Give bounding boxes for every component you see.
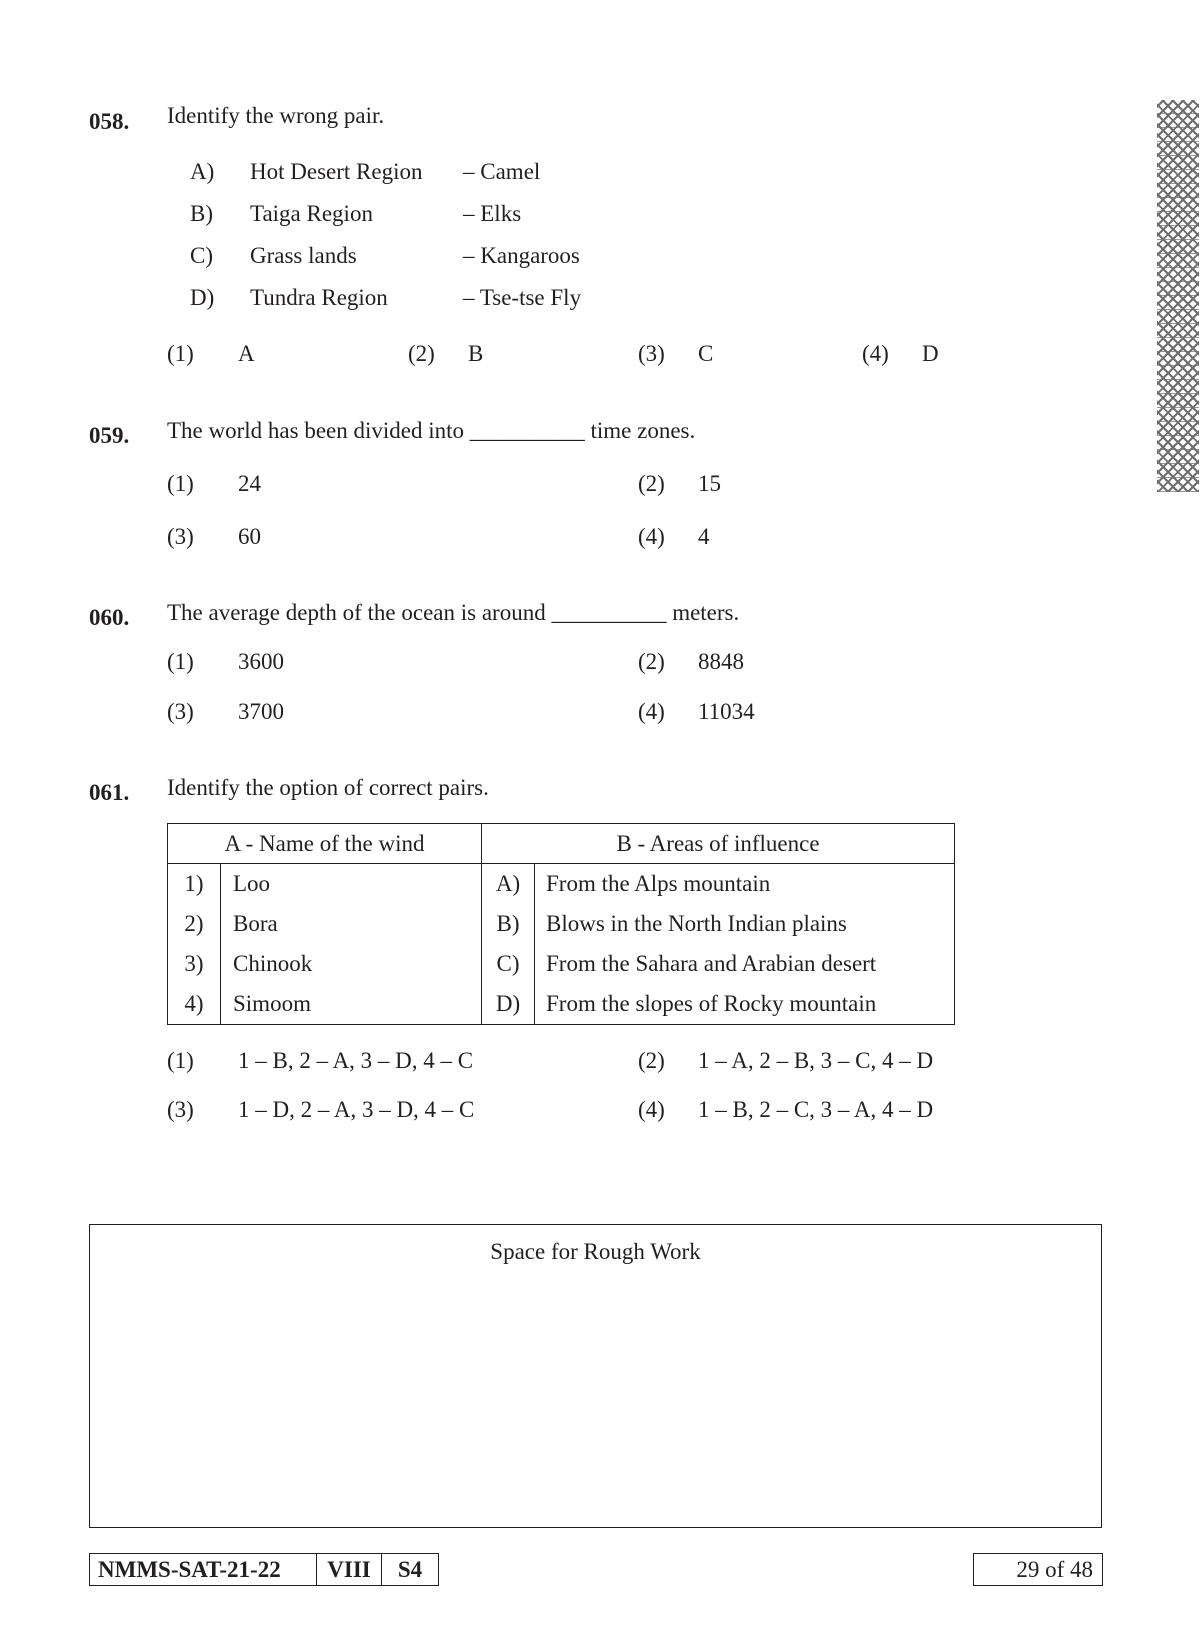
question-59-number: 059. — [89, 423, 130, 448]
area-letter: A) — [482, 864, 535, 905]
area-text: From the Alps mountain — [535, 864, 955, 905]
q58-pair-label: B) — [190, 201, 213, 226]
q61-option-text: 1 – B, 2 – C, 3 – A, 4 – D — [698, 1097, 934, 1122]
q61-option-text: 1 – D, 2 – A, 3 – D, 4 – C — [238, 1097, 475, 1122]
wind-name: Bora — [221, 904, 482, 944]
question-59-text: The world has been divided into __________ time zones. — [167, 418, 696, 443]
q59-option-number: (4) — [638, 524, 665, 549]
q58-pair-right: – Camel — [463, 159, 541, 184]
q58-pair-right: – Elks — [463, 201, 522, 226]
q59-option-text: 15 — [698, 471, 721, 496]
q60-option-number: (4) — [638, 699, 665, 724]
wind-name: Loo — [221, 864, 482, 905]
question-58-text: Identify the wrong pair. — [167, 103, 385, 128]
wind-number: 1) — [168, 864, 221, 905]
q60-option-number: (1) — [167, 649, 194, 674]
q58-pair-left: Grass lands — [250, 243, 357, 268]
wind-name: Chinook — [221, 944, 482, 984]
q59-option-number: (2) — [638, 471, 665, 496]
rough-work-title: Space for Rough Work — [490, 1239, 701, 1264]
wind-match-table — [167, 823, 955, 1025]
table-row — [168, 904, 955, 944]
q58-pair-right: – Tse-tse Fly — [463, 285, 582, 310]
area-text: Blows in the North Indian plains — [535, 904, 955, 944]
area-text: From the slopes of Rocky mountain — [535, 984, 955, 1025]
table-header-b: B - Areas of influence — [482, 824, 955, 864]
wind-number: 3) — [168, 944, 221, 984]
q58-pair-label: C) — [190, 243, 213, 268]
wind-number: 4) — [168, 984, 221, 1025]
q58-pair-left: Taiga Region — [250, 201, 373, 226]
q59-option-number: (1) — [167, 471, 194, 496]
q59-option-number: (3) — [167, 524, 194, 549]
table-row — [168, 944, 955, 984]
q59-option-text: 24 — [238, 471, 261, 496]
q58-option-number: (1) — [167, 341, 194, 366]
question-60-text: The average depth of the ocean is around __________ meters. — [167, 600, 740, 625]
q60-option-text: 8848 — [698, 649, 744, 674]
side-decorative-pattern — [1157, 100, 1199, 492]
area-letter: C) — [482, 944, 535, 984]
q61-option-number: (3) — [167, 1097, 194, 1122]
footer-paper-code — [89, 1553, 439, 1586]
q58-option-text: B — [468, 341, 484, 366]
footer-set: S4 — [381, 1554, 438, 1585]
footer-exam-code: NMMS-SAT-21-22 — [98, 1556, 281, 1582]
q59-option-text: 60 — [238, 524, 261, 549]
area-letter: B) — [482, 904, 535, 944]
q58-option-number: (2) — [408, 341, 435, 366]
q58-pair-left: Hot Desert Region — [250, 159, 423, 184]
q58-pair-label: A) — [190, 159, 215, 184]
q60-option-text: 11034 — [698, 699, 755, 724]
q58-pair-left: Tundra Region — [250, 285, 388, 310]
q58-option-number: (3) — [638, 341, 665, 366]
question-61-text: Identify the option of correct pairs. — [167, 775, 489, 800]
question-61-number: 061. — [89, 780, 130, 805]
q61-option-text: 1 – B, 2 – A, 3 – D, 4 – C — [238, 1048, 474, 1073]
table-header-a: A - Name of the wind — [168, 824, 482, 864]
q59-option-text: 4 — [698, 524, 710, 549]
q60-option-number: (2) — [638, 649, 665, 674]
area-letter: D) — [482, 984, 535, 1025]
q58-option-text: C — [698, 341, 714, 366]
rough-work-box — [89, 1224, 1102, 1528]
q61-option-number: (4) — [638, 1097, 665, 1122]
q61-option-number: (1) — [167, 1048, 194, 1073]
q58-option-text: D — [922, 341, 939, 366]
q58-pair-label: D) — [190, 285, 215, 310]
table-row — [168, 864, 955, 905]
q61-option-text: 1 – A, 2 – B, 3 – C, 4 – D — [698, 1048, 934, 1073]
q58-pair-right: – Kangaroos — [463, 243, 580, 268]
q58-option-number: (4) — [862, 341, 889, 366]
question-58-number: 058. — [89, 109, 130, 134]
q60-option-text: 3600 — [238, 649, 284, 674]
footer-page-number: 29 of 48 — [973, 1553, 1103, 1586]
q61-option-number: (2) — [638, 1048, 665, 1073]
q60-option-number: (3) — [167, 699, 194, 724]
footer-class: VIII — [316, 1554, 381, 1585]
question-60-number: 060. — [89, 605, 130, 630]
table-row — [168, 984, 955, 1025]
wind-name: Simoom — [221, 984, 482, 1025]
q58-option-text: A — [238, 341, 255, 366]
q60-option-text: 3700 — [238, 699, 284, 724]
area-text: From the Sahara and Arabian desert — [535, 944, 955, 984]
wind-number: 2) — [168, 904, 221, 944]
